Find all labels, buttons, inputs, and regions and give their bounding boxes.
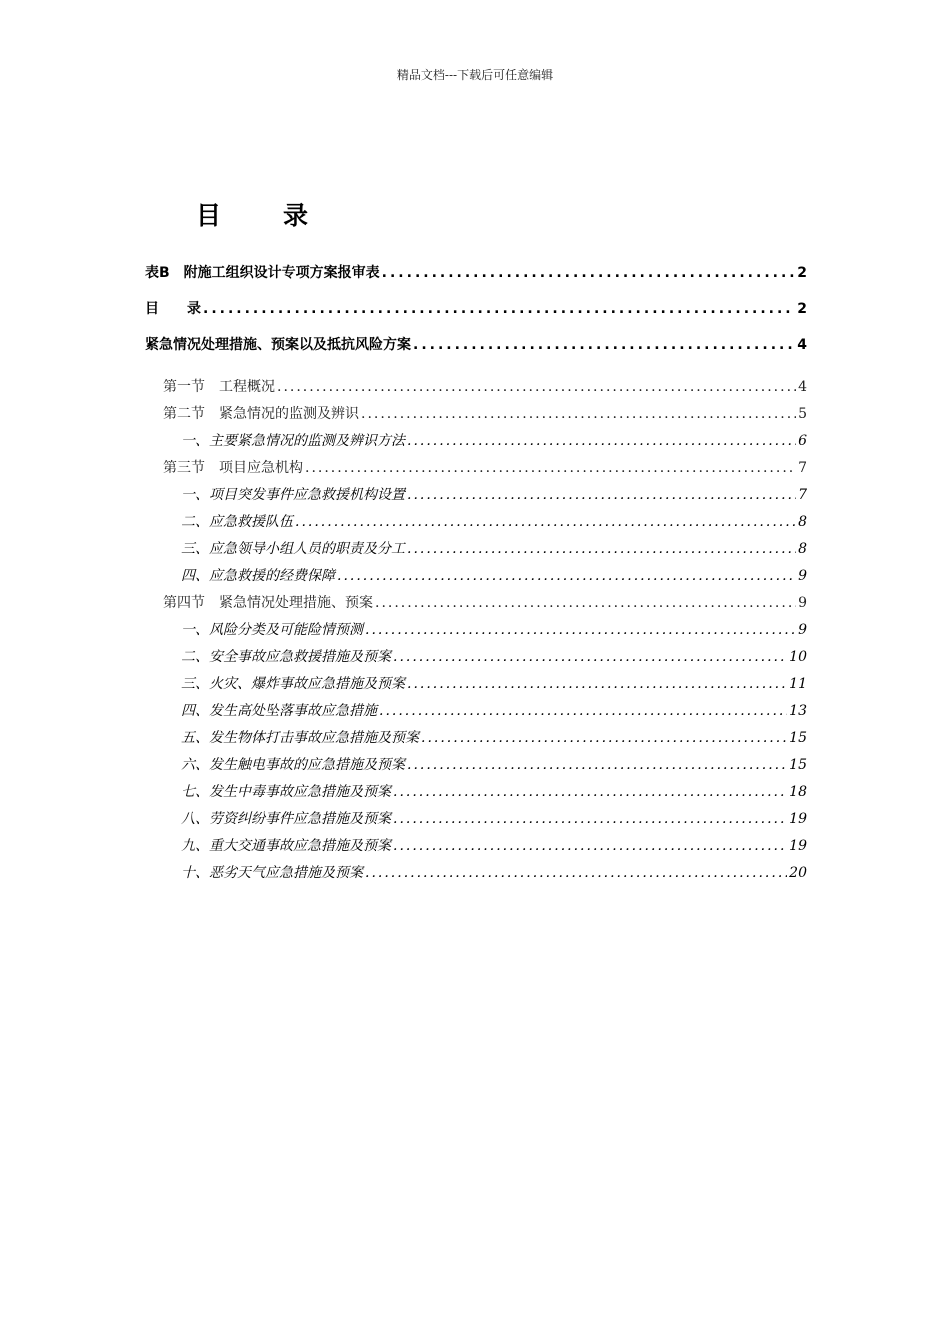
toc-entry-page: 9 bbox=[798, 622, 807, 638]
toc-leader bbox=[407, 757, 787, 773]
toc-entry-page: 15 bbox=[789, 730, 807, 746]
toc-entry-subsection[interactable] bbox=[145, 484, 807, 511]
toc-entry-label: 第四节 紧急情况处理措施、预案 bbox=[163, 595, 373, 611]
toc-entry-subsection[interactable] bbox=[145, 673, 807, 700]
toc-leader bbox=[382, 265, 796, 281]
toc-entry[interactable] bbox=[145, 262, 807, 298]
toc-entry-page: 13 bbox=[789, 703, 807, 719]
toc-entry-subsection[interactable] bbox=[145, 781, 807, 808]
toc-leader bbox=[393, 838, 787, 854]
toc-entry-page: 9 bbox=[798, 568, 807, 584]
toc-entry-page: 5 bbox=[798, 406, 807, 422]
toc-leader bbox=[337, 568, 796, 584]
toc-entry-label: 三、应急领导小组人员的职责及分工 bbox=[181, 541, 405, 557]
toc-entry-label: 二、安全事故应急救援措施及预案 bbox=[181, 649, 391, 665]
toc-entry-label: 十、恶劣天气应急措施及预案 bbox=[181, 865, 363, 881]
toc-entry-subsection[interactable] bbox=[145, 700, 807, 727]
toc-entry-subsection[interactable] bbox=[145, 727, 807, 754]
toc-leader bbox=[361, 406, 796, 422]
toc-entry-page: 7 bbox=[798, 460, 807, 476]
toc-leader bbox=[413, 337, 795, 353]
toc-entry-label: 一、项目突发事件应急救援机构设置 bbox=[181, 487, 405, 503]
toc-entry-section[interactable] bbox=[145, 592, 807, 619]
toc-leader bbox=[407, 541, 796, 557]
toc-entry-label: 紧急情况处理措施、预案以及抵抗风险方案 bbox=[145, 337, 411, 353]
toc-entry-label: 四、应急救援的经费保障 bbox=[181, 568, 335, 584]
toc-leader bbox=[393, 811, 787, 827]
toc-entry-page: 19 bbox=[789, 838, 807, 854]
toc-entry-subsection[interactable] bbox=[145, 538, 807, 565]
toc-entry-page: 9 bbox=[798, 595, 807, 611]
toc-leader bbox=[393, 649, 787, 665]
toc-entry-label: 九、重大交通事故应急措施及预案 bbox=[181, 838, 391, 854]
toc-entry-page: 18 bbox=[789, 784, 807, 800]
toc-entry[interactable] bbox=[145, 298, 807, 334]
toc-entry-label: 一、风险分类及可能险情预测 bbox=[181, 622, 363, 638]
toc-entry-label: 第一节 工程概况 bbox=[163, 379, 275, 395]
table-of-contents bbox=[145, 262, 807, 889]
toc-entry-subsection[interactable] bbox=[145, 511, 807, 538]
toc-entry-subsection[interactable] bbox=[145, 835, 807, 862]
toc-leader bbox=[407, 676, 787, 692]
toc-entry-page: 10 bbox=[789, 649, 807, 665]
toc-entry-page: 8 bbox=[798, 514, 807, 530]
toc-entry-page: 4 bbox=[798, 379, 807, 395]
toc-entry-section[interactable] bbox=[145, 457, 807, 484]
toc-entry-page: 7 bbox=[798, 487, 807, 503]
toc-entry-subsection[interactable] bbox=[145, 808, 807, 835]
toc-entry-page: 6 bbox=[798, 433, 807, 449]
toc-entry-subsection[interactable] bbox=[145, 619, 807, 646]
toc-leader bbox=[379, 703, 787, 719]
toc-entry[interactable] bbox=[145, 334, 807, 370]
toc-entry-subsection[interactable] bbox=[145, 565, 807, 592]
toc-entry-subsection[interactable] bbox=[145, 862, 807, 889]
toc-entry-page: 4 bbox=[797, 337, 807, 353]
toc-entry-label: 六、发生触电事故的应急措施及预案 bbox=[181, 757, 405, 773]
toc-entry-page: 2 bbox=[797, 301, 807, 317]
toc-leader bbox=[295, 514, 796, 530]
toc-entry-label: 五、发生物体打击事故应急措施及预案 bbox=[181, 730, 419, 746]
toc-entry-label: 八、劳资纠纷事件应急措施及预案 bbox=[181, 811, 391, 827]
toc-entry-subsection[interactable] bbox=[145, 430, 807, 457]
toc-leader bbox=[407, 433, 796, 449]
toc-entry-subsection[interactable] bbox=[145, 646, 807, 673]
toc-title: 目录 bbox=[196, 201, 371, 230]
toc-entry-page: 19 bbox=[789, 811, 807, 827]
toc-leader bbox=[365, 622, 796, 638]
toc-entry-label: 三、火灾、爆炸事故应急措施及预案 bbox=[181, 676, 405, 692]
page-header-note: 精品文档---下载后可任意编辑 bbox=[396, 68, 554, 82]
toc-entry-label: 表B 附施工组织设计专项方案报审表 bbox=[145, 265, 380, 281]
toc-entry-page: 20 bbox=[789, 865, 807, 881]
toc-entry-page: 2 bbox=[797, 265, 807, 281]
toc-entry-subsection[interactable] bbox=[145, 754, 807, 781]
toc-entry-label: 目 录 bbox=[145, 301, 201, 317]
toc-leader bbox=[277, 379, 796, 395]
toc-entry-section[interactable] bbox=[145, 403, 807, 430]
toc-entry-label: 二、应急救援队伍 bbox=[181, 514, 293, 530]
toc-leader bbox=[421, 730, 787, 746]
toc-leader bbox=[203, 301, 795, 317]
toc-entry-label: 七、发生中毒事故应急措施及预案 bbox=[181, 784, 391, 800]
toc-entry-label: 第三节 项目应急机构 bbox=[163, 460, 303, 476]
toc-leader bbox=[305, 460, 796, 476]
toc-entry-label: 一、主要紧急情况的监测及辨识方法 bbox=[181, 433, 405, 449]
toc-leader bbox=[375, 595, 796, 611]
toc-entry-page: 8 bbox=[798, 541, 807, 557]
toc-leader bbox=[393, 784, 787, 800]
toc-leader bbox=[365, 865, 787, 881]
toc-entry-page: 11 bbox=[789, 676, 807, 692]
toc-entry-section[interactable] bbox=[145, 376, 807, 403]
toc-entry-page: 15 bbox=[789, 757, 807, 773]
toc-entry-label: 第二节 紧急情况的监测及辨识 bbox=[163, 406, 359, 422]
toc-entry-label: 四、发生高处坠落事故应急措施 bbox=[181, 703, 377, 719]
toc-leader bbox=[407, 487, 796, 503]
